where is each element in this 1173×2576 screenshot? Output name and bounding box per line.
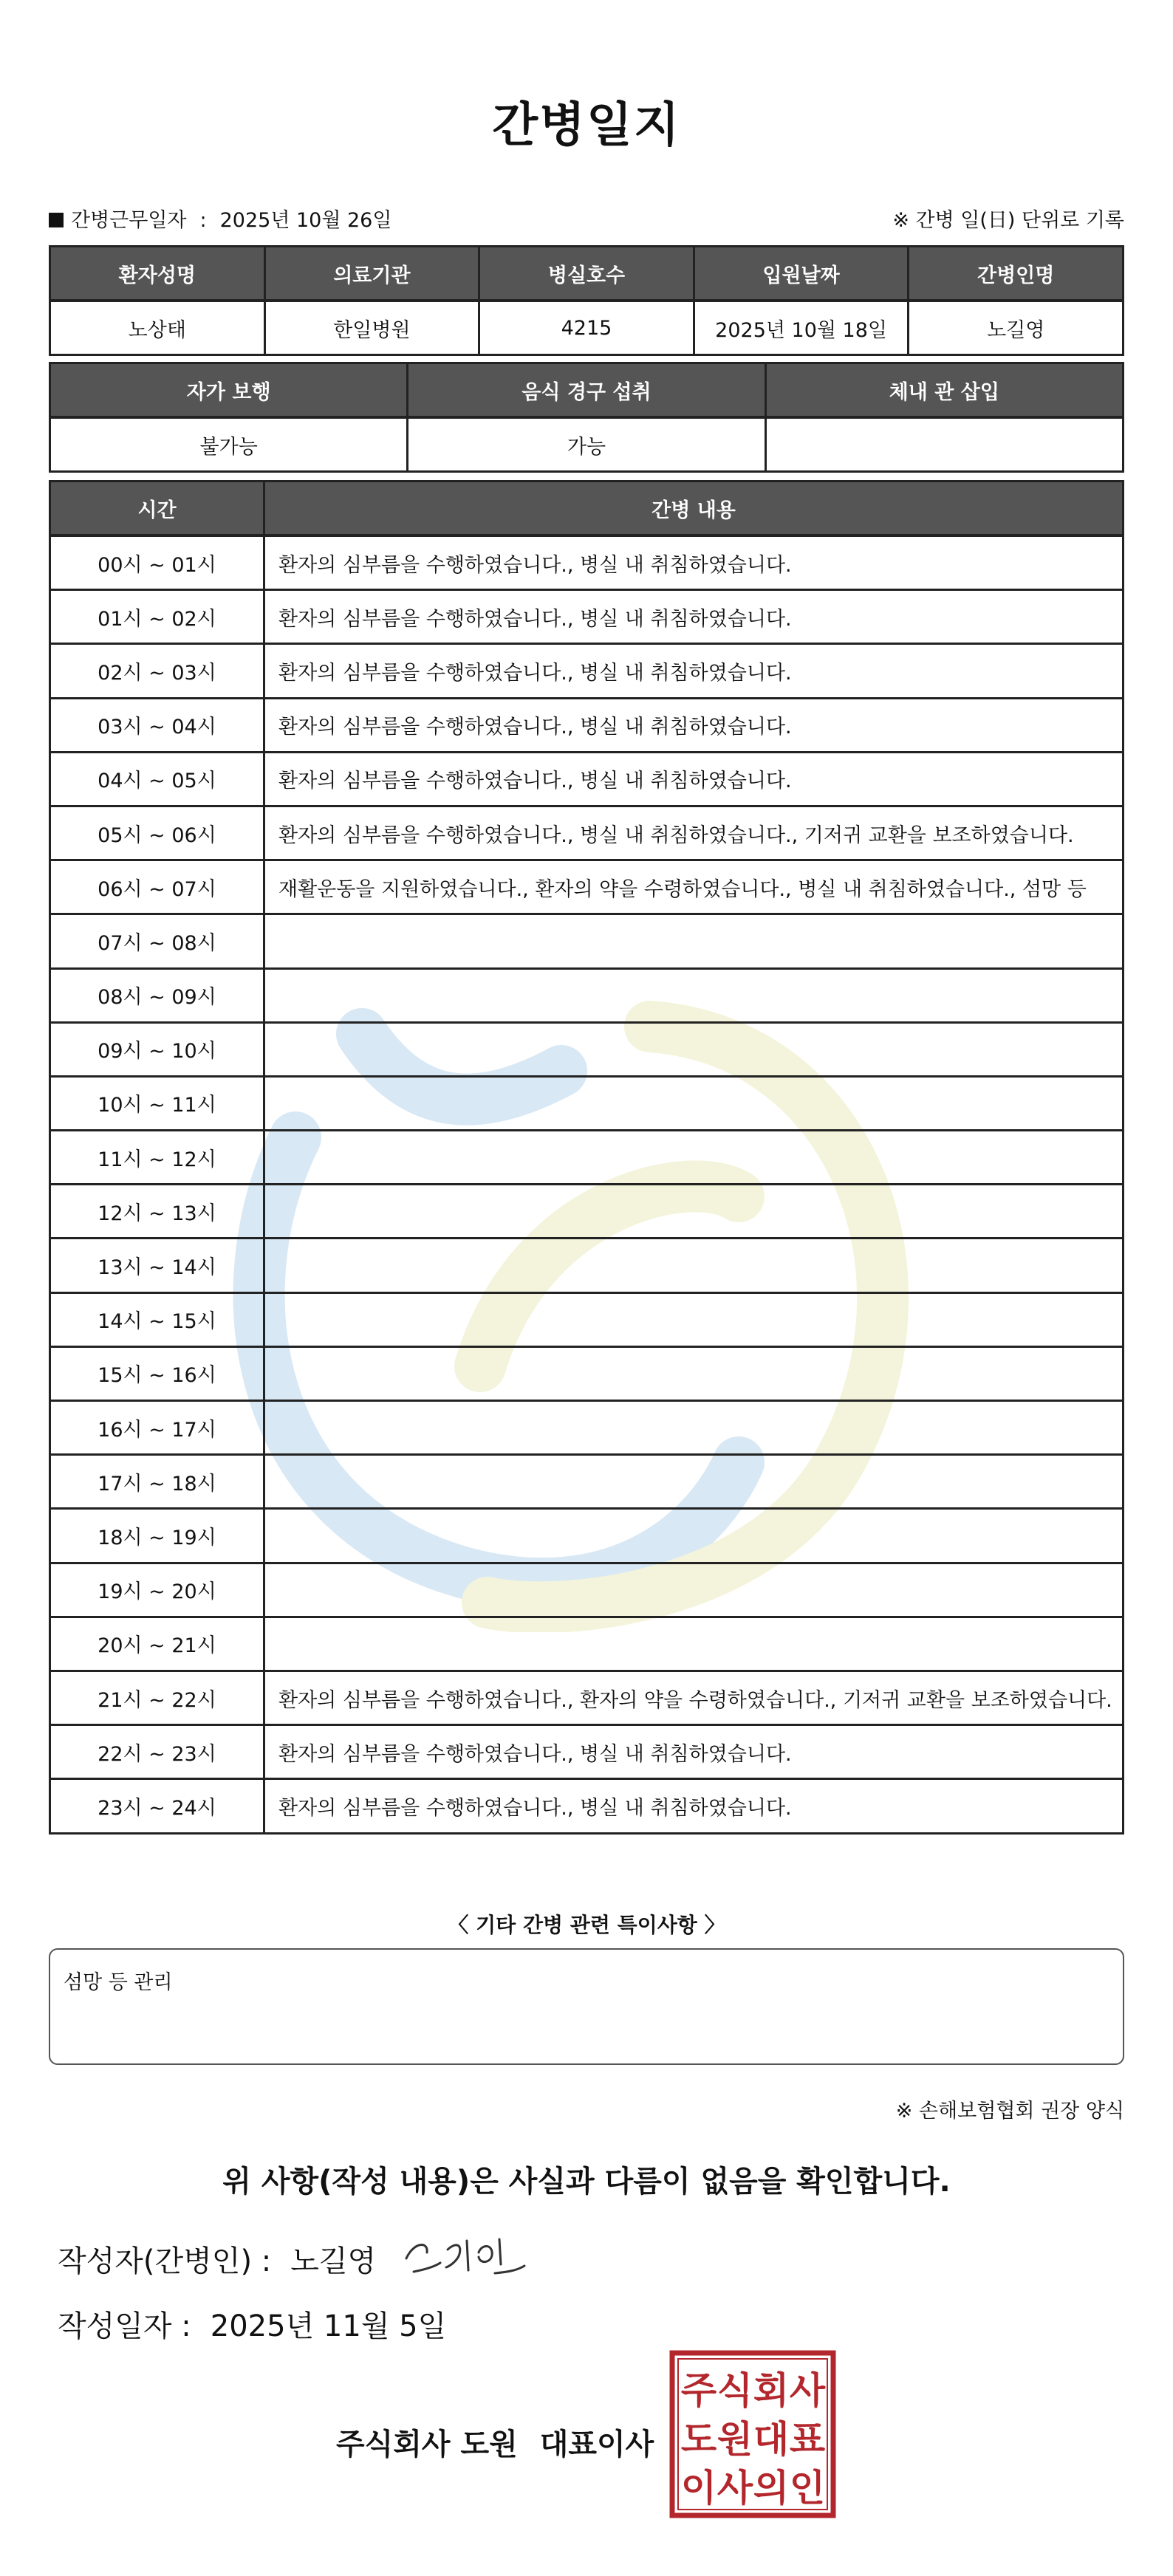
care-log-time: 13시 ~ 14시 bbox=[50, 1239, 264, 1292]
care-log-content: 환자의 심부름을 수행하였습니다., 병실 내 취침하였습니다., 기저귀 교환을 보조하였습니다. bbox=[264, 806, 1124, 860]
care-log-time: 11시 ~ 12시 bbox=[50, 1131, 264, 1185]
care-log-content bbox=[264, 1346, 1124, 1400]
care-log-content bbox=[264, 914, 1124, 968]
care-log-body bbox=[50, 535, 1124, 1833]
company-title: 대표이사 bbox=[539, 2428, 654, 2462]
handwritten-signature bbox=[399, 2227, 532, 2286]
care-log-time: 02시 ~ 03시 bbox=[50, 644, 264, 698]
care-log-content: 환자의 심부름을 수행하였습니다., 병실 내 취침하였습니다. bbox=[264, 1725, 1124, 1779]
notes-text: 섬망 등 관리 bbox=[64, 1971, 173, 1994]
header-tube-insertion: 체내 관 삽입 bbox=[765, 363, 1123, 418]
care-log-content: 환자의 심부름을 수행하였습니다., 병실 내 취침하였습니다. bbox=[264, 752, 1124, 806]
writer-line bbox=[58, 2238, 376, 2280]
care-log-content bbox=[264, 1563, 1124, 1617]
seal-character: 대 bbox=[753, 2418, 790, 2461]
care-log-time: 09시 ~ 10시 bbox=[50, 1022, 264, 1076]
care-log-content bbox=[264, 1022, 1124, 1076]
care-log-row bbox=[50, 806, 1124, 860]
care-log-time: 05시 ~ 06시 bbox=[50, 806, 264, 860]
care-log-row bbox=[50, 1671, 1124, 1724]
seal-character: 의 bbox=[753, 2467, 790, 2510]
care-log-time: 15시 ~ 16시 bbox=[50, 1346, 264, 1400]
work-date-separator: : bbox=[199, 209, 207, 232]
care-log-row bbox=[50, 1725, 1124, 1779]
care-log-row bbox=[50, 698, 1124, 752]
seal-character: 주 bbox=[680, 2369, 717, 2412]
care-log-time: 06시 ~ 07시 bbox=[50, 860, 264, 914]
seal-character: 사 bbox=[789, 2369, 826, 2412]
care-log-content: 재활운동을 지원하였습니다., 환자의 약을 수령하였습니다., 병실 내 취침하였습니다., 섬망 등 bbox=[264, 860, 1124, 914]
care-log-row bbox=[50, 1076, 1124, 1130]
patient-info-table bbox=[49, 245, 1124, 356]
care-log-time: 03시 ~ 04시 bbox=[50, 698, 264, 752]
care-log-content bbox=[264, 1185, 1124, 1239]
patient-status-table bbox=[49, 362, 1124, 473]
work-date-label: 간병근무일자 bbox=[71, 209, 187, 232]
care-log-time: 19시 ~ 20시 bbox=[50, 1563, 264, 1617]
care-log-time: 10시 ~ 11시 bbox=[50, 1076, 264, 1130]
care-log-time: 17시 ~ 18시 bbox=[50, 1455, 264, 1509]
unit-note: ※ 간병 일(日) 단위로 기록 bbox=[892, 209, 1124, 232]
care-log-content bbox=[264, 1292, 1124, 1346]
header-self-walking: 자가 보행 bbox=[50, 363, 408, 418]
care-log-content: 환자의 심부름을 수행하였습니다., 병실 내 취침하였습니다. bbox=[264, 590, 1124, 644]
care-log-time: 20시 ~ 21시 bbox=[50, 1617, 264, 1671]
care-log-row bbox=[50, 1131, 1124, 1185]
confirmation-statement: 위 사항(작성 내용)은 사실과 다름이 없음을 확인합니다. bbox=[222, 2165, 951, 2199]
self-walking-value: 불가능 bbox=[50, 417, 408, 472]
seal-character: 원 bbox=[717, 2418, 753, 2461]
care-log-table bbox=[49, 480, 1124, 1835]
header-time: 시간 bbox=[50, 482, 264, 536]
seal-character: 표 bbox=[789, 2418, 826, 2461]
status-header-row bbox=[50, 363, 1124, 418]
seal-character: 사 bbox=[717, 2467, 753, 2510]
written-date-line bbox=[58, 2303, 446, 2345]
care-log-row bbox=[50, 1292, 1124, 1346]
hospital: 한일병원 bbox=[264, 301, 479, 355]
tube-insertion-value bbox=[765, 417, 1123, 472]
company-line bbox=[336, 2421, 654, 2463]
care-log-content: 환자의 심부름을 수행하였습니다., 병실 내 취침하였습니다. bbox=[264, 698, 1124, 752]
care-log-row bbox=[50, 590, 1124, 644]
care-log-content bbox=[264, 1617, 1124, 1671]
care-log-row bbox=[50, 1509, 1124, 1563]
header-hospital: 의료기관 bbox=[264, 247, 479, 301]
document-title: 간병일지 bbox=[492, 98, 681, 153]
care-log-row bbox=[50, 860, 1124, 914]
header-patient-name: 환자성명 bbox=[50, 247, 265, 301]
care-log-row bbox=[50, 968, 1124, 1022]
care-log-time: 04시 ~ 05시 bbox=[50, 752, 264, 806]
company-seal bbox=[669, 2350, 836, 2518]
notes-title: 〈 기타 간병 관련 특이사항 〉 bbox=[448, 1913, 725, 1937]
care-log-time: 01시 ~ 02시 bbox=[50, 590, 264, 644]
care-log-content bbox=[264, 1509, 1124, 1563]
seal-character: 식 bbox=[717, 2369, 753, 2412]
care-log-time: 07시 ~ 08시 bbox=[50, 914, 264, 968]
care-log-content bbox=[264, 1239, 1124, 1292]
work-date bbox=[49, 204, 391, 233]
patient-name: 노상태 bbox=[50, 301, 265, 355]
care-log-time: 18시 ~ 19시 bbox=[50, 1509, 264, 1563]
care-log-row bbox=[50, 1779, 1124, 1833]
care-log-content: 환자의 심부름을 수행하였습니다., 환자의 약을 수령하였습니다., 기저귀 교환을 보조하였습니다. bbox=[264, 1671, 1124, 1724]
care-log-row bbox=[50, 1022, 1124, 1076]
seal-character: 이 bbox=[680, 2467, 717, 2510]
seal-character: 회 bbox=[753, 2369, 790, 2412]
care-log-time: 14시 ~ 15시 bbox=[50, 1292, 264, 1346]
care-log-row bbox=[50, 1563, 1124, 1617]
care-log-row bbox=[50, 1239, 1124, 1292]
care-log-content bbox=[264, 1455, 1124, 1509]
care-log-row bbox=[50, 1185, 1124, 1239]
care-log-row bbox=[50, 914, 1124, 968]
care-log-time: 08시 ~ 09시 bbox=[50, 968, 264, 1022]
writer-label: 작성자(간병인) : bbox=[58, 2244, 272, 2278]
company-name: 주식회사 도원 bbox=[336, 2428, 518, 2462]
header-care-content: 간병 내용 bbox=[264, 482, 1124, 536]
care-log-content: 환자의 심부름을 수행하였습니다., 병실 내 취침하였습니다. bbox=[264, 1779, 1124, 1833]
status-value-row bbox=[50, 417, 1124, 472]
care-log-content bbox=[264, 1401, 1124, 1455]
care-log-time: 12시 ~ 13시 bbox=[50, 1185, 264, 1239]
care-log-time: 16시 ~ 17시 bbox=[50, 1401, 264, 1455]
care-log-row bbox=[50, 1346, 1124, 1400]
care-log-time: 23시 ~ 24시 bbox=[50, 1779, 264, 1833]
room-number: 4215 bbox=[479, 301, 694, 355]
care-log-content: 환자의 심부름을 수행하였습니다., 병실 내 취침하였습니다. bbox=[264, 644, 1124, 698]
care-log-time: 21시 ~ 22시 bbox=[50, 1671, 264, 1724]
notes-box bbox=[49, 1948, 1124, 2065]
seal-character: 도 bbox=[680, 2418, 717, 2461]
care-log-time: 00시 ~ 01시 bbox=[50, 535, 264, 590]
care-log-row bbox=[50, 752, 1124, 806]
care-log-content bbox=[264, 968, 1124, 1022]
care-log-row bbox=[50, 1401, 1124, 1455]
care-log-row bbox=[50, 644, 1124, 698]
patient-header-row bbox=[50, 247, 1124, 301]
work-date-value: 2025년 10월 26일 bbox=[219, 209, 392, 232]
admission-date: 2025년 10월 18일 bbox=[694, 301, 909, 355]
care-log-row bbox=[50, 535, 1124, 590]
care-log-content: 환자의 심부름을 수행하였습니다., 병실 내 취침하였습니다. bbox=[264, 535, 1124, 590]
seal-character: 인 bbox=[789, 2467, 826, 2510]
header-room-number: 병실호수 bbox=[479, 247, 694, 301]
care-log-content bbox=[264, 1076, 1124, 1130]
care-log-content bbox=[264, 1131, 1124, 1185]
written-date-label: 작성일자 : bbox=[58, 2309, 191, 2343]
care-log-row bbox=[50, 1617, 1124, 1671]
caregiver-name: 노길영 bbox=[909, 301, 1124, 355]
care-log-time: 22시 ~ 23시 bbox=[50, 1725, 264, 1779]
header-oral-intake: 음식 경구 섭취 bbox=[408, 363, 765, 418]
writer-name: 노길영 bbox=[290, 2244, 377, 2278]
care-log-header-row bbox=[50, 482, 1124, 536]
header-admission-date: 입원날짜 bbox=[694, 247, 909, 301]
care-log-row bbox=[50, 1455, 1124, 1509]
square-bullet-icon bbox=[49, 213, 64, 227]
patient-value-row bbox=[50, 301, 1124, 355]
recommend-note: ※ 손해보험협회 권장 양식 bbox=[895, 2100, 1124, 2123]
header-caregiver-name: 간병인명 bbox=[909, 247, 1124, 301]
oral-intake-value: 가능 bbox=[408, 417, 765, 472]
written-date-value: 2025년 11월 5일 bbox=[210, 2309, 447, 2343]
